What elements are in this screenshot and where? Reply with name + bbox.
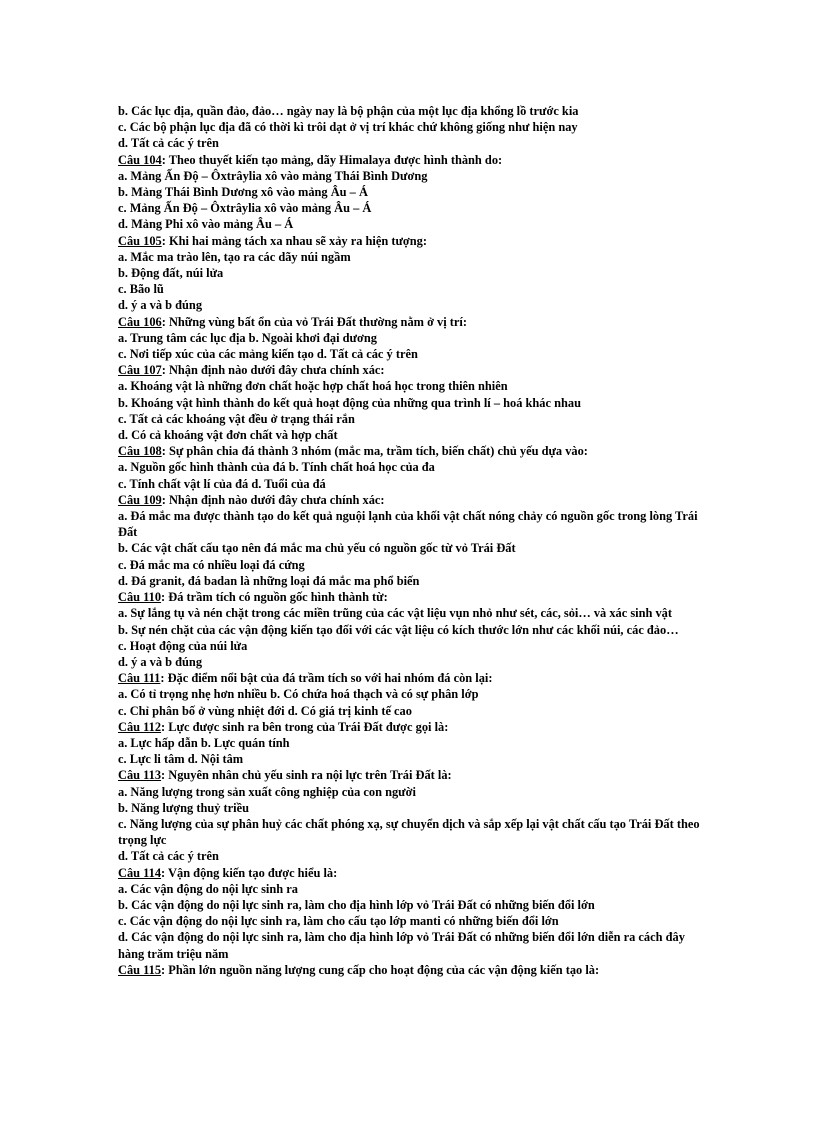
- answer-option: c. Tất cả các khoáng vật đều ở trạng thái rắn: [118, 411, 355, 426]
- answer-option: b. Năng lượng thuỷ triều: [118, 800, 249, 815]
- answer-option: a. Mắc ma trào lên, tạo ra các dãy núi ngầm: [118, 249, 351, 264]
- question-stem: [118, 492, 708, 508]
- question-text: : Nhận định nào dưới đây chưa chính xác:: [161, 492, 385, 507]
- question-108: [118, 443, 708, 492]
- document-page: [118, 103, 708, 978]
- lead-option: c. Các bộ phận lục địa đã có thời kì trôi dạt ở vị trí khác chứ không giống như hiện nay: [118, 120, 578, 135]
- question-text: : Vận động kiến tạo được hiểu là:: [161, 865, 338, 880]
- lead-option: d. Tất cả các ý trên: [118, 136, 219, 151]
- question-text: : Những vùng bất ổn của vỏ Trái Đất thường nằm ở vị trí:: [161, 314, 467, 329]
- question-text: : Phần lớn nguồn năng lượng cung cấp cho hoạt động của các vận động kiến tạo là:: [161, 962, 600, 977]
- answer-option: a. Có tỉ trọng nhẹ hơn nhiều b. Có chứa hoá thạch và có sự phân lớp: [118, 687, 479, 702]
- question-106: [118, 314, 708, 363]
- question-label: Câu 111: [118, 671, 161, 686]
- question-text: : Đặc điểm nổi bật của đá trầm tích so với hai nhóm đá còn lại:: [160, 671, 493, 686]
- answer-option: c. Nơi tiếp xúc của các mảng kiến tạo d. Tất cả các ý trên: [118, 347, 418, 362]
- question-stem: [118, 233, 708, 249]
- question-stem: [118, 362, 708, 378]
- question-stem: [118, 670, 708, 686]
- answer-option: d. ý a và b đúng: [118, 654, 203, 669]
- question-105: [118, 233, 708, 314]
- answer-option: c. Tính chất vật lí của đá d. Tuổi của đá: [118, 476, 326, 491]
- answer-option: a. Sự lắng tụ và nén chặt trong các miền trũng của các vật liệu vụn nhỏ như sét, các, sỏi… và xác sinh vật: [118, 606, 673, 621]
- answer-option: a. Năng lượng trong sản xuất công nghiệp của con người: [118, 784, 416, 799]
- question-text: : Theo thuyết kiến tạo mảng, dãy Himalaya được hình thành do:: [161, 152, 503, 167]
- answer-option: c. Đá mắc ma có nhiều loại đá cứng: [118, 557, 305, 572]
- question-stem: [118, 589, 708, 605]
- question-label: Câu 105: [118, 233, 162, 248]
- question-stem: [118, 865, 708, 881]
- question-label: Câu 104: [118, 152, 162, 167]
- question-label: Câu 110: [118, 590, 162, 605]
- answer-option: b. Sự nén chặt của các vận động kiến tạo đối với các vật liệu có kích thước lớn như các khối núi, các đảo…: [118, 622, 679, 637]
- question-113: [118, 767, 708, 864]
- question-text: : Sự phân chia đá thành 3 nhóm (mắc ma, trầm tích, biến chất) chủ yếu dựa vào:: [161, 444, 588, 459]
- question-112: [118, 719, 708, 768]
- question-label: Câu 106: [118, 314, 162, 329]
- question-114: [118, 865, 708, 962]
- answer-option: b. Động đất, núi lửa: [118, 266, 224, 281]
- question-110: [118, 589, 708, 670]
- answer-option: c. Hoạt động của núi lửa: [118, 638, 248, 653]
- question-text: : Nhận định nào dưới đây chưa chính xác:: [161, 363, 385, 378]
- question-label: Câu 115: [118, 962, 162, 977]
- question-text: : Khi hai mảng tách xa nhau sẽ xảy ra hiện tượng:: [161, 233, 427, 248]
- answer-option: b. Các vận động do nội lực sinh ra, làm cho địa hình lớp vỏ Trái Đất có những biến đổi lớn: [118, 897, 595, 912]
- answer-option: b. Khoáng vật hình thành do kết quả hoạt động của những qua trình lí – hoá khác nhau: [118, 395, 581, 410]
- question-label: Câu 112: [118, 719, 162, 734]
- answer-option: d. Có cả khoáng vật đơn chất và hợp chất: [118, 428, 338, 443]
- answer-option: d. Mảng Phi xô vào mảng Âu – Á: [118, 217, 294, 232]
- question-label: Câu 107: [118, 363, 162, 378]
- answer-option: a. Nguồn gốc hình thành của đá b. Tính chất hoá học của đa: [118, 460, 435, 475]
- answer-option: a. Các vận động do nội lực sinh ra: [118, 881, 298, 896]
- lead-option: b. Các lục địa, quần đảo, đảo… ngày nay là bộ phận của một lục địa khổng lồ trước kia: [118, 104, 579, 118]
- answer-option: a. Khoáng vật là những đơn chất hoặc hợp chất hoá học trong thiên nhiên: [118, 379, 508, 394]
- answer-option: d. ý a và b đúng: [118, 298, 203, 313]
- question-text: : Lực được sinh ra bên trong của Trái Đất được gọi là:: [161, 719, 449, 734]
- lead-options: [118, 103, 708, 152]
- question-104: [118, 152, 708, 233]
- question-label: Câu 108: [118, 444, 162, 459]
- answer-option: a. Lực hấp dẫn b. Lực quán tính: [118, 735, 290, 750]
- question-stem: [118, 719, 708, 735]
- question-111: [118, 670, 708, 719]
- answer-option: c. Chỉ phân bố ở vùng nhiệt đới d. Có giá trị kinh tế cao: [118, 703, 412, 718]
- answer-option: a. Đá mắc ma được thành tạo do kết quả nguội lạnh của khối vật chất nóng chảy có nguồn gốc trong lòng Trái Đất: [118, 509, 698, 540]
- question-stem: [118, 767, 708, 783]
- answer-option: b. Mảng Thái Bình Dương xô vào mảng Âu – Á: [118, 185, 368, 200]
- question-label: Câu 113: [118, 768, 162, 783]
- question-label: Câu 109: [118, 492, 162, 507]
- answer-option: c. Các vận động do nội lực sinh ra, làm cho cấu tạo lớp manti có những biến đổi lớn: [118, 914, 559, 929]
- answer-option: d. Tất cả các ý trên: [118, 849, 219, 864]
- question-stem: [118, 152, 708, 168]
- question-text: : Nguyên nhân chủ yếu sinh ra nội lực trên Trái Đất là:: [161, 768, 452, 783]
- answer-option: d. Đá granit, đá badan là những loại đá mắc ma phổ biến: [118, 573, 420, 588]
- answer-option: c. Lực li tâm d. Nội tâm: [118, 752, 244, 767]
- answer-option: c. Năng lượng của sự phân huỷ các chất phóng xạ, sự chuyển dịch và sắp xếp lại vật chất cấu tạo Trái Đất theo trọng lực: [118, 816, 700, 848]
- question-stem: [118, 314, 708, 330]
- answer-option: c. Mảng Ấn Độ – Ôxtrâylia xô vào mảng Âu – Á: [118, 201, 372, 216]
- answer-option: c. Bão lũ: [118, 282, 164, 297]
- question-label: Câu 114: [118, 865, 162, 880]
- answer-option: b. Các vật chất cấu tạo nên đá mắc ma chủ yếu có nguồn gốc từ vỏ Trái Đất: [118, 541, 516, 556]
- answer-option: a. Trung tâm các lục địa b. Ngoài khơi đại dương: [118, 330, 377, 345]
- question-stem: [118, 962, 708, 978]
- question-stem: [118, 443, 708, 459]
- question-text: : Đá trầm tích có nguồn gốc hình thành từ:: [161, 590, 388, 605]
- question-107: [118, 362, 708, 443]
- question-115: [118, 962, 708, 978]
- question-109: [118, 492, 708, 589]
- answer-option: a. Mảng Ấn Độ – Ôxtrâylia xô vào mảng Thái Bình Dương: [118, 168, 428, 183]
- answer-option: d. Các vận động do nội lực sinh ra, làm cho địa hình lớp vỏ Trái Đất có những biến đổi lớn diễn ra cách đây hàng trăm triệu năm: [118, 930, 685, 961]
